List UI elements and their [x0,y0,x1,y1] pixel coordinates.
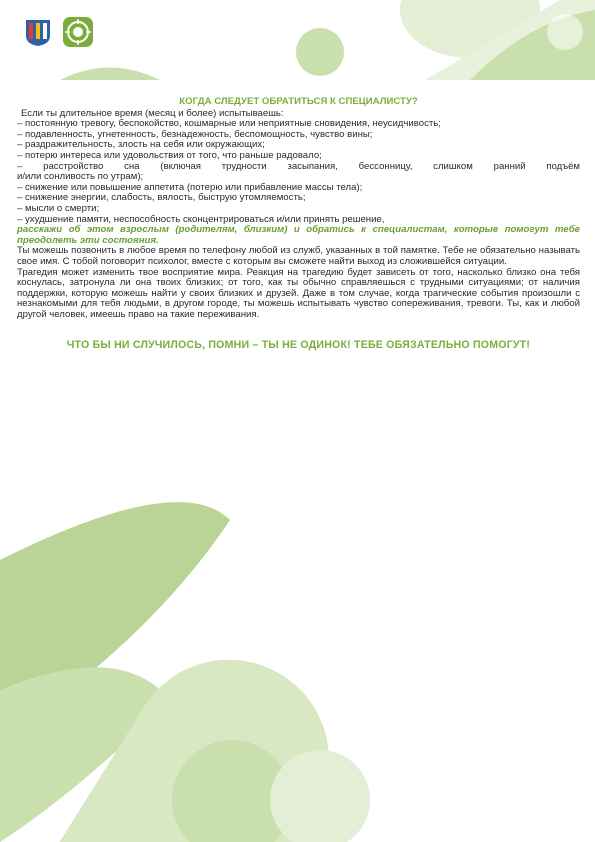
article-heading: КОГДА СЛЕДУЕТ ОБРАТИТЬСЯ К СПЕЦИАЛИСТУ? [179,96,418,107]
article-body [17,97,580,351]
top-leaf-shape [60,68,160,81]
list-item: – подавленность, угнетенность, безнадежность, беспомощность, чувство вины; [17,128,373,140]
list-item: – потерю интереса или удовольствия от того, что раньше радовало; [17,149,322,161]
list-item: – снижение энергии, слабость, вялость, быструю утомляемость; [17,192,306,204]
list-item: – постоянную тревогу, беспокойство, кошмарные или неприятные сновидения, неусидчивость; [17,118,441,130]
closing-slogan: ЧТО БЫ НИ СЛУЧИЛОСЬ, ПОМНИ – ТЫ НЕ ОДИНОК! ТЕБЕ ОБЯЗАТЕЛЬНО ПОМОГУТ! [66,339,531,352]
list-item: – ухудшение памяти, неспособность сконцентрироваться и/или принять решение, [17,213,385,225]
list-item: – снижение или повышение аппетита (потерю или прибавление массы тела); [17,181,363,193]
university-emblem-icon [22,16,54,48]
list-item: – раздражительность, злость на себя или окружающих; [17,139,265,151]
top-circle-small [296,28,344,76]
top-right-circle [547,14,583,50]
fmc-emblem-icon [62,16,94,48]
symptom-list [17,119,580,225]
list-item: и/или сонливость по утрам); [17,171,144,183]
list-item: – мысли о смерти; [17,202,100,214]
paragraph-call-service: Ты можешь позвонить в любое время по телефону любой из служб, указанных в той памятке. Тебе не обязательно называть свое имя. С тобой поговорит психолог, вместе с которым вы сможете найти выход из сложившейся ситуации. [17,245,580,267]
paragraph-tragedy: Трагедия может изменить твое восприятие мира. Реакция на трагедию будет зависеть от того, насколько близко она тебя коснулась, затронула ли она твоих близких; от того, как ты обычно справляешься с трудными ситуациями; от наличия поддержки, которую можешь найти у своих близких и друзей. Даже в том случае, когда трагические события произошли с незнакомыми для тебя людьми, в другом городе, ты можешь испытывать чувство сопереживания, тревоги. Ты, как и любой другой человек, имеешь право на такие переживания. [17,266,580,320]
intro-text: Если ты длительное время (месяц и более) испытываешь: [21,107,284,119]
header-logos [22,16,94,48]
advice-text: расскажи об этом взрослым (родителям, близким) и обратись к специалистам, которые помогут тебе преодолеть эти состояния. [17,224,580,246]
list-item: – расстройство сна (включая трудности засыпания, бессонницу, слишком ранний подъём [17,160,580,172]
